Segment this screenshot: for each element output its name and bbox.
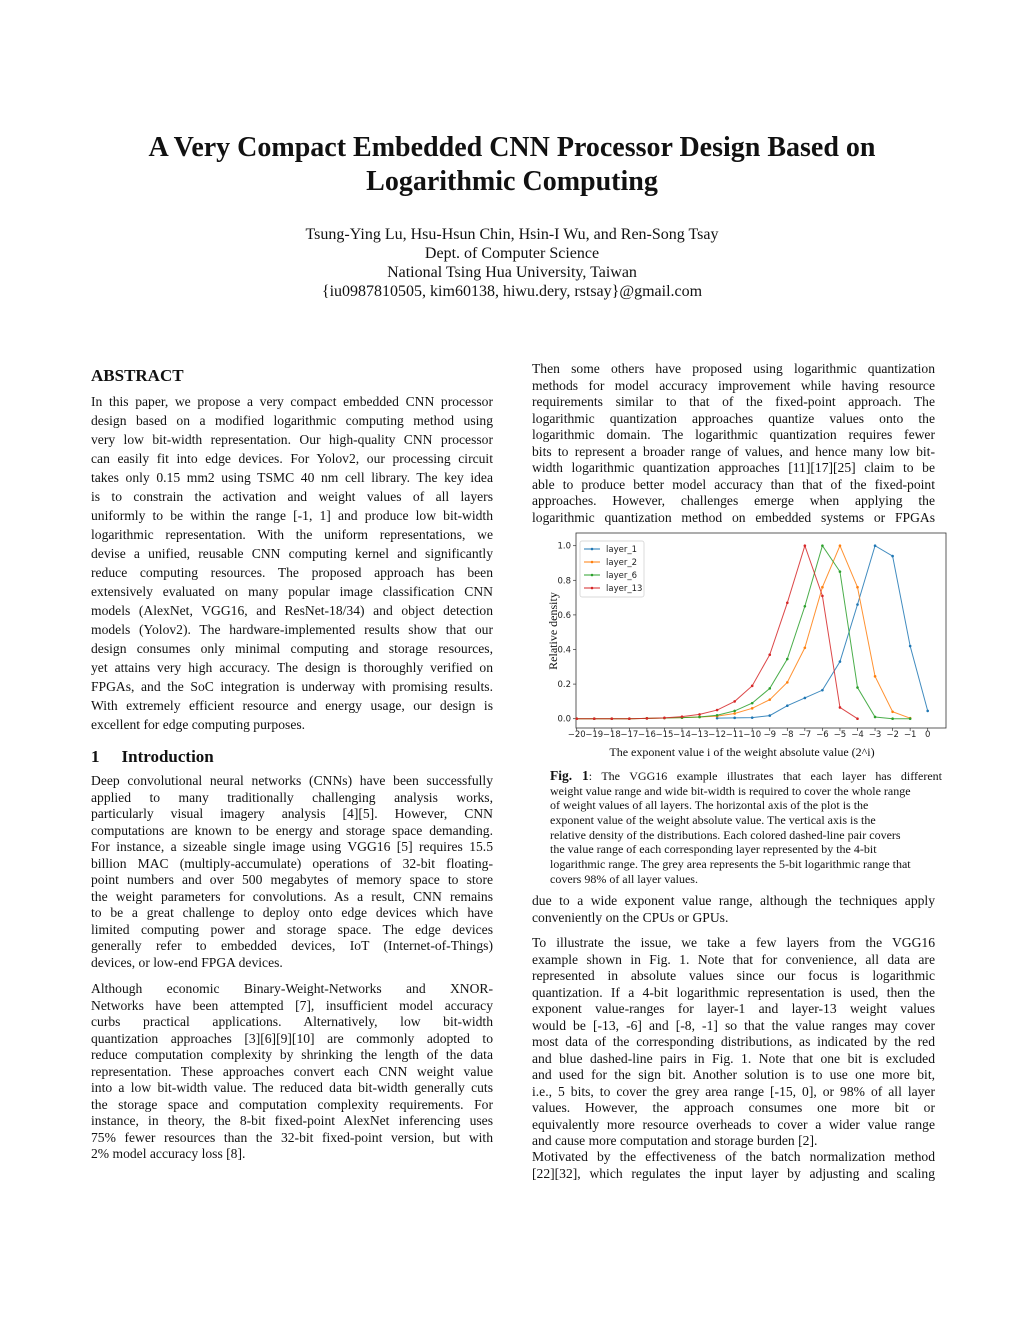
data-point-layer_6 — [909, 717, 912, 720]
text-line: design consumes only minimal computing and storage resources, — [91, 641, 493, 656]
text-line: the storage space and computation complexity requirements. For — [91, 1096, 493, 1112]
text-line: the value range of each corresponding layer represented by the 4-bit — [550, 842, 877, 857]
data-point-layer_6 — [804, 605, 807, 608]
data-point-layer_13 — [768, 653, 771, 656]
text-line: billion MAC (multiply-accumulate) operations of 32-bit floating- — [91, 855, 493, 871]
author-emails: {iu0987810505, kim60138, hiwu.dery, rstsay}@gmail.com — [321, 283, 703, 300]
text-line: FPGAs, and the SoC integration is underway with promising results. — [91, 679, 493, 694]
data-point-layer_1 — [909, 645, 912, 648]
text-line: example shown in Fig. 1. Note that for convenience, all data are — [532, 951, 935, 967]
legend-marker-layer_2 — [591, 561, 594, 564]
text-line: logarithmic quantization approaches quantize values onto the — [532, 410, 935, 426]
text-line: and used for the sign bit. Another solution is to use one more bit, — [532, 1067, 935, 1082]
data-point-layer_13 — [733, 700, 736, 703]
text-line: limited computing power and storage space. The edge devices — [91, 921, 493, 937]
data-point-layer_1 — [768, 714, 771, 717]
text-line: the weight parameters for convolutions. As a result, CNN remains — [91, 888, 493, 904]
data-point-layer_6 — [821, 544, 824, 547]
text-line: values. However, the approach consumes one more bit or — [532, 1100, 935, 1115]
text-line: logarithmic quantization method on embedded systems or FPGAs — [532, 509, 935, 525]
text-line: representation. These approaches convert each CNN weight value — [91, 1063, 493, 1079]
text-line: exponent value of the weight absolute value. The vertical axis is the — [550, 813, 876, 828]
section-heading-introduction — [91, 747, 493, 767]
data-point-layer_6 — [698, 716, 701, 719]
caption-lines — [550, 784, 942, 887]
text-line: curbs practical applications. Alternatively, low bit-width — [91, 1014, 493, 1029]
x-tick-label: −1 — [903, 730, 917, 740]
data-point-layer_13 — [716, 709, 719, 712]
text-line: width logarithmic quantization approaches [11][17][25] claim to be — [532, 460, 935, 475]
text-line: Although economic Binary-Weight-Networks and XNOR- — [91, 981, 493, 996]
text-line: very low bit-width representation. Our high-quality CNN processor — [91, 432, 493, 447]
x-tick-label: −11 — [725, 730, 744, 740]
data-point-layer_6 — [874, 716, 877, 719]
data-point-layer_6 — [751, 702, 754, 705]
legend-marker-layer_13 — [591, 587, 594, 590]
text-line: relative density of the distributions. Each colored dashed-line pair covers — [550, 827, 901, 842]
text-line: Deep convolutional neural networks (CNNs) have been successfully — [91, 773, 493, 788]
text-line: applied to many traditionally challenging analysis works, — [91, 789, 493, 805]
text-line: to be a great challenge to deploy onto edge devices which have — [91, 905, 493, 920]
figure-label: Fig. 1 — [550, 768, 589, 783]
text-line: 2% model accuracy loss [8]. — [91, 1146, 246, 1161]
text-line: into a low bit-width value. The reduced data bit-width generally cuts — [91, 1080, 493, 1095]
text-line: takes only 0.15 mm2 using TSMC 40 nm cell library. The key idea — [91, 470, 493, 485]
text-line: With extremely efficient resource and energy usage, our design is — [91, 698, 493, 713]
data-point-layer_13 — [786, 601, 789, 604]
text-line: quantization. If a 4-bit logarithmic representation is used, then the — [532, 984, 935, 1000]
text-line: requirements similar to that of the fixed-point approach. The — [532, 394, 935, 409]
data-point-layer_6 — [786, 658, 789, 661]
x-tick-label: −4 — [851, 730, 864, 740]
data-point-layer_1 — [786, 704, 789, 707]
text-line: For instance, a sizeable single image using VGG16 [5] requires 15.5 — [91, 839, 493, 854]
text-line: point numbers and over 500 megabytes of memory space to store — [91, 872, 493, 887]
data-point-layer_2 — [856, 586, 859, 589]
data-point-layer_13 — [839, 706, 842, 709]
legend-label: layer_6 — [606, 571, 637, 581]
x-tick-label: −8 — [781, 730, 794, 740]
intro-paragraph-4 — [532, 893, 935, 926]
author-dept: Dept. of Computer Science — [424, 245, 600, 262]
text-line: [22][32], which regulates the input layer by adjusting and scaling — [532, 1165, 935, 1181]
data-point-layer_13 — [821, 595, 824, 598]
data-point-layer_1 — [821, 689, 824, 692]
data-point-layer_2 — [821, 586, 824, 589]
y-tick-label: 0.8 — [557, 576, 571, 587]
figure-1-caption — [550, 769, 942, 887]
text-line: exponent value-ranges for layer-1 and layer-13 weight values — [532, 1001, 935, 1016]
x-axis-label: The exponent value i of the weight absolute value (2^i) — [609, 745, 875, 759]
x-tick-label: −20 — [567, 730, 586, 740]
legend-label: layer_13 — [606, 584, 643, 594]
author-university: National Tsing Hua University, Taiwan — [387, 264, 637, 281]
data-point-layer_1 — [926, 710, 929, 713]
text-line: computations are known to be energy and storage space demanding. — [91, 822, 493, 838]
data-point-layer_2 — [768, 698, 771, 701]
text-line: and blue dashed-line pairs in Fig. 1. Note that one bit is excluded — [532, 1050, 935, 1066]
text-line: Motivated by the effectiveness of the batch normalization method — [532, 1149, 935, 1164]
text-line: of weight values of all layers. The horizontal axis of the plot is the — [550, 798, 869, 813]
text-line: logarithmic representation. With the uniform representations, we — [91, 527, 493, 542]
text-line: uniformly to be within the range [-1, 1] and produce low bit-width — [91, 508, 493, 523]
text-line: represented in absolute values since our focus is logarithmic — [532, 968, 935, 983]
text-line: equivalently more resource overheads to cover a wider value range — [532, 1116, 935, 1132]
text-line: extensively evaluated on many popular image classification CNN — [91, 584, 493, 599]
text-line: would be [-13, -6] and [-8, -1] so that the value ranges may cover — [532, 1017, 935, 1033]
text-line: bits to represent a broader range of values, and hence many low bit- — [532, 443, 935, 459]
y-tick-label: 0.0 — [557, 714, 571, 725]
text-line: reduce computing resources. The proposed approach has been — [91, 565, 493, 580]
y-tick-label: 0.4 — [557, 645, 571, 656]
x-tick-label: −7 — [798, 730, 812, 740]
text-line: and cause more computation and storage burden [2]. — [532, 1133, 818, 1148]
legend-label: layer_1 — [606, 545, 637, 555]
author-names: Tsung-Ying Lu, Hsu-Hsun Chin, Hsin-I Wu, and Ren-Song Tsay — [305, 226, 719, 243]
text-line: can easily fit into edge devices. For Yolov2, our processing circuit — [91, 451, 493, 466]
y-axis-label: Relative density — [546, 592, 560, 670]
legend-marker-layer_1 — [591, 548, 594, 551]
title-line: A Very Compact Embedded CNN Processor Design Based on — [148, 132, 876, 163]
data-point-layer_2 — [786, 681, 789, 684]
x-tick-label: −14 — [673, 730, 691, 740]
text-line: approaches. However, challenges emerge when applying the — [532, 493, 935, 508]
x-tick-label: −6 — [816, 730, 829, 740]
section-title: Introduction — [121, 747, 214, 766]
intro-paragraph-3 — [532, 361, 935, 526]
text-line: able to produce better model accuracy than that of the fixed-point — [532, 476, 935, 492]
data-point-layer_13 — [804, 544, 807, 547]
text-line: instance, in theory, the 8-bit fixed-point AlexNet inferencing uses — [91, 1113, 493, 1128]
x-tick-label: −5 — [833, 730, 847, 740]
text-line: models (Yolov2). The hardware-implemented results show that our — [91, 622, 493, 637]
x-tick-label: −9 — [763, 730, 777, 740]
y-tick-label: 0.2 — [557, 680, 571, 691]
abstract-body — [91, 392, 493, 734]
text-line: logarithmic domain. The logarithmic quantization requires fewer — [532, 427, 935, 442]
data-point-layer_13 — [663, 717, 666, 720]
data-point-layer_2 — [751, 707, 754, 710]
text-line: excellent for edge computing purposes. — [91, 717, 306, 732]
text-line: particularly visual imagery analysis [4][5]. However, CNN — [91, 806, 493, 821]
data-point-layer_2 — [839, 544, 842, 547]
y-tick-label: 1.0 — [557, 541, 571, 552]
caption-text: : The VGG16 example illustrates that each layer has different — [588, 769, 942, 783]
x-tick-label: −12 — [708, 730, 727, 740]
data-point-layer_13 — [575, 717, 578, 720]
intro-paragraph-5 — [532, 935, 935, 1150]
data-point-layer_2 — [804, 646, 807, 649]
text-line: devise a unified, reusable CNN computing kernel and significantly — [91, 546, 493, 561]
intro-paragraph-2 — [91, 981, 493, 1163]
data-point-layer_1 — [891, 555, 894, 558]
data-point-layer_1 — [804, 697, 807, 700]
data-point-layer_1 — [751, 716, 754, 719]
author-block — [0, 225, 1024, 301]
data-point-layer_13 — [681, 715, 684, 718]
data-point-layer_13 — [593, 717, 596, 720]
data-point-layer_6 — [839, 570, 842, 573]
x-tick-label: −13 — [690, 730, 709, 740]
x-tick-label: −17 — [620, 730, 639, 740]
data-point-layer_1 — [856, 603, 859, 606]
text-line: To illustrate the issue, we take a few layers from the VGG16 — [532, 935, 935, 950]
x-tick-label: −16 — [637, 730, 656, 740]
data-point-layer_13 — [646, 717, 649, 720]
data-point-layer_6 — [733, 710, 736, 713]
data-point-layer_1 — [839, 660, 842, 663]
text-line: generally refer to embedded devices, IoT (Internet-of-Things) — [91, 938, 493, 953]
data-point-layer_2 — [874, 675, 877, 678]
text-line: due to a wide exponent value range, although the techniques apply — [532, 893, 935, 908]
text-line: conveniently on the CPUs or GPUs. — [532, 909, 729, 925]
x-tick-label: −10 — [743, 730, 762, 740]
data-point-layer_6 — [768, 687, 771, 690]
y-tick-label: 0.6 — [557, 610, 571, 621]
text-line: Networks have been attempted [7], insufficient model accuracy — [91, 997, 493, 1013]
data-point-layer_6 — [716, 714, 719, 717]
text-line: most data of the corresponding distributions, as indicated by the red — [532, 1034, 935, 1049]
x-tick-label: −2 — [886, 730, 899, 740]
text-line: reduce computation complexity by shrinking the length of the data — [91, 1047, 493, 1062]
data-point-layer_13 — [628, 717, 631, 720]
figure-1-chart — [540, 530, 950, 765]
text-line: yet attains very high accuracy. The design is thoroughly verified on — [91, 660, 493, 675]
intro-paragraph-6 — [532, 1149, 935, 1182]
paper-title — [0, 131, 1024, 199]
data-point-layer_13 — [698, 713, 701, 716]
data-point-layer_6 — [891, 717, 894, 720]
text-line: i.e., 5 bits, to cover the grey area range [-15, 0], or 98% of all layer — [532, 1083, 935, 1099]
data-point-layer_2 — [733, 712, 736, 715]
text-line: quantization approaches [3][6][9][10] are commonly adopted to — [91, 1030, 493, 1046]
text-line: In this paper, we propose a very compact embedded CNN processor — [91, 394, 493, 409]
title-line: Logarithmic Computing — [366, 166, 658, 197]
data-point-layer_2 — [891, 710, 894, 713]
legend-label: layer_2 — [606, 558, 637, 568]
text-line: methods for model accuracy improvement while having resource — [532, 377, 935, 393]
intro-paragraph-1 — [91, 773, 493, 971]
x-tick-label: −18 — [602, 730, 621, 740]
legend-marker-layer_6 — [591, 574, 594, 577]
data-point-layer_13 — [856, 717, 859, 720]
text-line: models (AlexNet, VGG16, and ResNet-18/34) and object detection — [91, 603, 493, 618]
x-tick-label: −19 — [585, 730, 604, 740]
section-number: 1 — [91, 747, 100, 766]
text-line: weight value range and wide bit-width is required to cover the whole range — [550, 783, 911, 798]
text-line: covers 98% of all layer values. — [550, 871, 698, 886]
data-point-layer_1 — [733, 717, 736, 720]
text-line: is to constrain the activation and weight values of all layers — [91, 489, 493, 504]
text-line: devices, or low-end FPGA devices. — [91, 954, 283, 970]
x-tick-label: 0 — [924, 730, 931, 740]
x-tick-label: −3 — [868, 730, 882, 740]
abstract-heading: ABSTRACT — [91, 366, 184, 385]
data-point-layer_13 — [751, 685, 754, 688]
text-line: logarithmic range. The grey area represents the 5-bit logarithmic range that — [550, 857, 911, 872]
text-line: Then some others have proposed using logarithmic quantization — [532, 361, 935, 376]
data-point-layer_6 — [856, 686, 859, 689]
text-line: design based on a modified logarithmic computing method using — [91, 413, 493, 428]
x-tick-label: −15 — [655, 730, 674, 740]
data-point-layer_13 — [611, 717, 614, 720]
text-line: 75% fewer resources than the 32-bit fixed-point version, but with — [91, 1129, 493, 1145]
data-point-layer_1 — [874, 544, 877, 547]
